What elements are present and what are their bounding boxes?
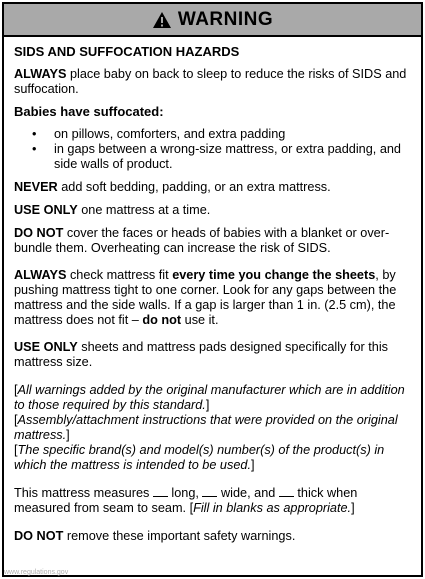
always-check-paragraph: ALWAYS check mattress fit every time you change the sheets, by pushing mattress tight to one corner. Look for any gaps between the mattress and the side walls. If a gap is larger than 1 in. (2.5 cm), the mattress does not fit – do not use it. [14,268,397,327]
length-blank [153,486,168,497]
never-paragraph: NEVER add soft bedding, padding, or an extra mattress. [14,180,331,194]
suffocation-list [14,127,409,172]
hazard-heading: SIDS AND SUFFOCATION HAZARDS [14,44,240,59]
thickness-blank [279,486,294,497]
warning-label [2,2,423,577]
list-item: • on pillows, comforters, and extra padding [54,127,409,142]
bracket-note-warnings: [All warnings added by the original manufacturer which are in addition to those required by this standard.] [14,383,405,412]
bracket-note-assembly: [Assembly/attachment instructions that were provided on the original mattress.] [14,413,398,442]
watermark: www.regulations.gov [4,569,69,576]
list-item: • in gaps between a wrong-size mattress, or extra padding, and side walls of product. [54,142,409,172]
final-warning-paragraph: DO NOT remove these important safety warnings. [14,529,296,543]
warning-title: WARNING [177,8,274,30]
warning-header [4,4,421,37]
warning-body [4,37,421,544]
babies-heading: Babies have suffocated: [14,104,164,119]
use-only-sheets-paragraph: USE ONLY sheets and mattress pads designed specifically for this mattress size. [14,340,389,369]
bracket-note-models: [The specific brand(s) and model(s) number(s) of the product(s) in which the mattress is intended to be used.] [14,443,385,472]
warning-triangle-icon [152,11,172,29]
measurement-paragraph: This mattress measures long, wide, and thick when measured from seam to seam. [Fill in blanks as appropriate.] [14,486,358,515]
use-only-mattress-paragraph: USE ONLY one mattress at a time. [14,203,211,217]
do-not-cover-paragraph: DO NOT cover the faces or heads of babies with a blanket or over-bundle them. Overheating can increase the risk of SIDS. [14,226,390,255]
width-blank [202,486,217,497]
always-back-paragraph: ALWAYS place baby on back to sleep to reduce the risks of SIDS and suffocation. [14,67,407,96]
